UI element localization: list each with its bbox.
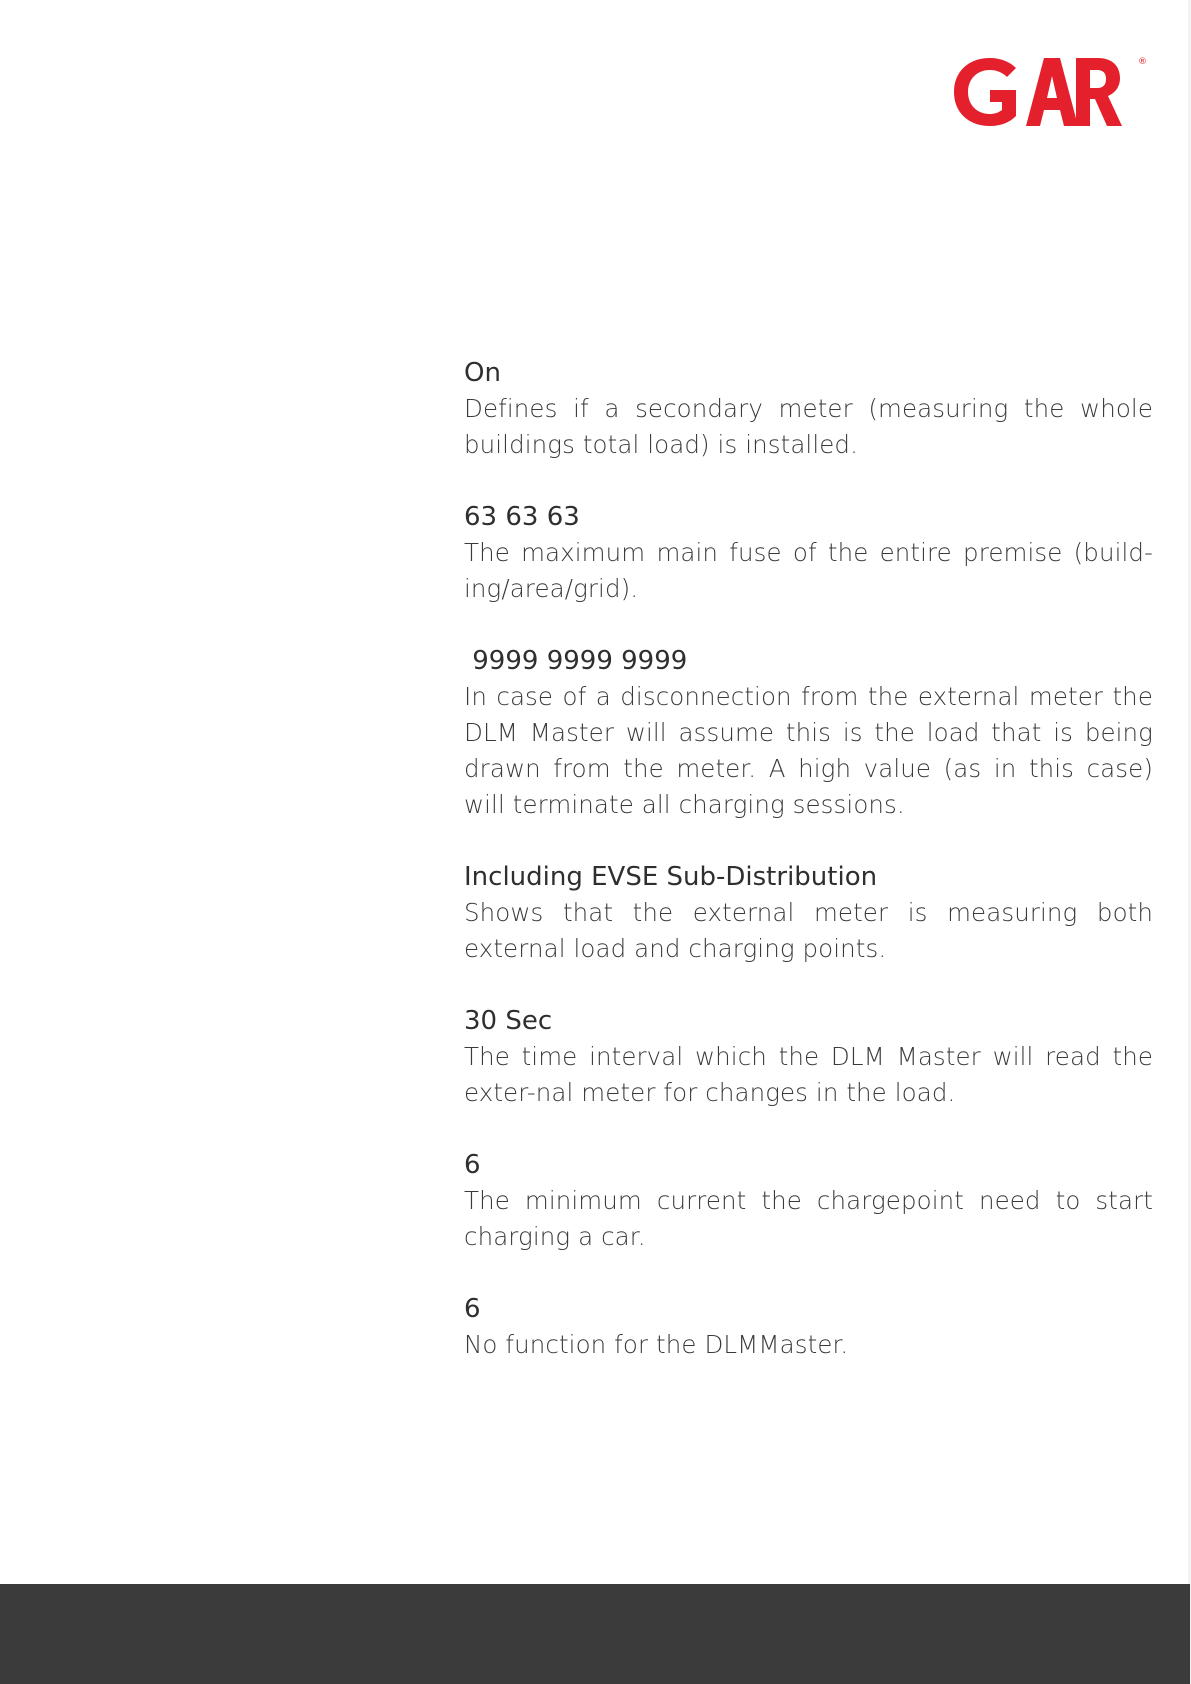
entry-secondary-meter — [464, 355, 1153, 463]
entry-minimum-current — [464, 1147, 1153, 1255]
entry-description: No function for the DLMMaster. — [464, 1330, 849, 1359]
footer-bar — [0, 1584, 1190, 1684]
entry-description: The maximum main fuse of the entire premise (build-ing/area/grid). — [464, 538, 1153, 603]
entry-value: 6 — [464, 1150, 481, 1180]
entry-value: 9999 9999 9999 — [464, 646, 688, 676]
entry-meter-scope — [464, 859, 1153, 967]
settings-description-list — [464, 355, 1153, 1399]
garo-logo-icon — [950, 52, 1146, 132]
entry-value: 30 Sec — [464, 1006, 553, 1036]
entry-value: Including EVSE Sub-Distribution — [464, 862, 878, 892]
entry-read-interval — [464, 1003, 1153, 1111]
entry-description: Defines if a secondary meter (measuring the whole buildings total load) is installed. — [464, 394, 1153, 459]
entry-value: On — [464, 358, 501, 388]
entry-fallback-load — [464, 643, 1153, 823]
entry-description: The minimum current the chargepoint need to start charging a car. — [464, 1186, 1153, 1251]
entry-description: Shows that the external meter is measuring both external load and charging points. — [464, 898, 1153, 963]
entry-description: In case of a disconnection from the external meter the DLM Master will assume this is the load that is being drawn from the meter. A high value (as in this case) will terminate all charging sessions. — [464, 682, 1153, 819]
registered-mark: ® — [1138, 57, 1147, 67]
entry-value: 6 — [464, 1294, 481, 1324]
entry-main-fuse — [464, 499, 1153, 607]
garo-logo — [950, 52, 1146, 132]
entry-no-function — [464, 1291, 1153, 1363]
entry-description: The time interval which the DLM Master will read the exter-nal meter for changes in the load. — [464, 1042, 1153, 1107]
entry-value: 63 63 63 — [464, 502, 580, 532]
